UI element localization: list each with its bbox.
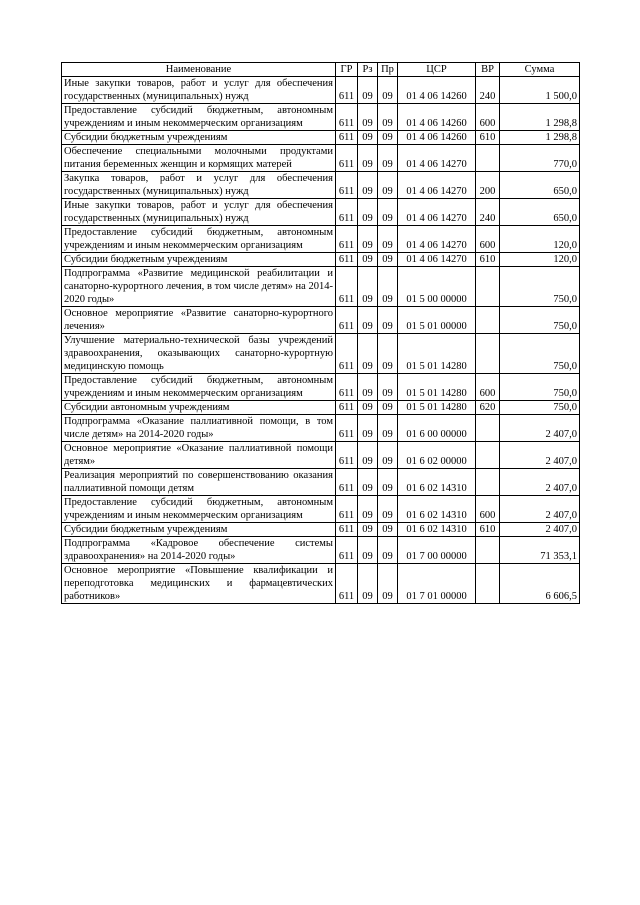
cell-csr: 01 5 01 14280 — [398, 374, 476, 401]
cell-pr: 09 — [378, 131, 398, 145]
header-rz: Рз — [358, 63, 378, 77]
cell-rz: 09 — [358, 145, 378, 172]
cell-pr: 09 — [378, 307, 398, 334]
cell-sum: 71 353,1 — [500, 537, 580, 564]
cell-gr: 611 — [336, 77, 358, 104]
cell-sum: 650,0 — [500, 199, 580, 226]
cell-sum: 1 298,8 — [500, 104, 580, 131]
cell-rz: 09 — [358, 334, 378, 374]
cell-sum: 770,0 — [500, 145, 580, 172]
table-row — [62, 523, 580, 537]
cell-rz: 09 — [358, 104, 378, 131]
cell-rz: 09 — [358, 253, 378, 267]
cell-vr — [476, 334, 500, 374]
table-row — [62, 307, 580, 334]
cell-rz: 09 — [358, 537, 378, 564]
cell-rz: 09 — [358, 226, 378, 253]
cell-gr: 611 — [336, 442, 358, 469]
cell-vr: 610 — [476, 131, 500, 145]
cell-gr: 611 — [336, 253, 358, 267]
cell-gr: 611 — [336, 469, 358, 496]
cell-rz: 09 — [358, 523, 378, 537]
cell-vr — [476, 564, 500, 604]
cell-name: Улучшение материально-технической базы учреждений здравоохранения, оказывающих санаторно-курортную медицинскую помощь — [62, 334, 336, 374]
cell-rz: 09 — [358, 172, 378, 199]
cell-csr: 01 6 02 14310 — [398, 469, 476, 496]
cell-sum: 6 606,5 — [500, 564, 580, 604]
cell-csr: 01 4 06 14260 — [398, 77, 476, 104]
header-csr: ЦСР — [398, 63, 476, 77]
cell-csr: 01 4 06 14270 — [398, 199, 476, 226]
cell-pr: 09 — [378, 77, 398, 104]
cell-csr: 01 6 00 00000 — [398, 415, 476, 442]
cell-name: Основное мероприятие «Повышение квалификации и переподготовка медицинских и фармацевтических работников» — [62, 564, 336, 604]
cell-csr: 01 6 02 00000 — [398, 442, 476, 469]
cell-vr: 600 — [476, 226, 500, 253]
cell-pr: 09 — [378, 496, 398, 523]
cell-name: Предоставление субсидий бюджетным, автономным учреждениям и иным некоммерческим организациям — [62, 104, 336, 131]
cell-gr: 611 — [336, 267, 358, 307]
table-row — [62, 77, 580, 104]
table-header-row — [62, 63, 580, 77]
cell-pr: 09 — [378, 374, 398, 401]
table-row — [62, 199, 580, 226]
table-row — [62, 401, 580, 415]
cell-name: Предоставление субсидий бюджетным, автономным учреждениям и иным некоммерческим организациям — [62, 226, 336, 253]
cell-pr: 09 — [378, 334, 398, 374]
cell-sum: 2 407,0 — [500, 415, 580, 442]
table-row — [62, 496, 580, 523]
cell-pr: 09 — [378, 564, 398, 604]
table-row — [62, 253, 580, 267]
cell-gr: 611 — [336, 523, 358, 537]
cell-rz: 09 — [358, 469, 378, 496]
cell-gr: 611 — [336, 415, 358, 442]
cell-csr: 01 4 06 14260 — [398, 104, 476, 131]
cell-vr: 600 — [476, 374, 500, 401]
cell-csr: 01 4 06 14270 — [398, 145, 476, 172]
table-row — [62, 172, 580, 199]
cell-name: Закупка товаров, работ и услуг для обеспечения государственных (муниципальных) нужд — [62, 172, 336, 199]
cell-pr: 09 — [378, 523, 398, 537]
cell-gr: 611 — [336, 226, 358, 253]
header-gr: ГР — [336, 63, 358, 77]
cell-name: Субсидии бюджетным учреждениям — [62, 523, 336, 537]
cell-csr: 01 4 06 14260 — [398, 131, 476, 145]
cell-csr: 01 7 00 00000 — [398, 537, 476, 564]
cell-csr: 01 4 06 14270 — [398, 226, 476, 253]
cell-gr: 611 — [336, 131, 358, 145]
cell-vr — [476, 415, 500, 442]
cell-vr — [476, 267, 500, 307]
cell-rz: 09 — [358, 401, 378, 415]
cell-rz: 09 — [358, 374, 378, 401]
cell-sum: 120,0 — [500, 253, 580, 267]
table-row — [62, 104, 580, 131]
cell-csr: 01 5 01 00000 — [398, 307, 476, 334]
cell-sum: 2 407,0 — [500, 496, 580, 523]
table-row — [62, 537, 580, 564]
cell-csr: 01 6 02 14310 — [398, 496, 476, 523]
cell-rz: 09 — [358, 307, 378, 334]
cell-name: Субсидии бюджетным учреждениям — [62, 253, 336, 267]
cell-pr: 09 — [378, 442, 398, 469]
cell-rz: 09 — [358, 199, 378, 226]
cell-vr: 600 — [476, 496, 500, 523]
cell-rz: 09 — [358, 564, 378, 604]
cell-sum: 750,0 — [500, 267, 580, 307]
cell-sum: 750,0 — [500, 307, 580, 334]
cell-gr: 611 — [336, 496, 358, 523]
cell-pr: 09 — [378, 469, 398, 496]
cell-name: Обеспечение специальными молочными продуктами питания беременных женщин и кормящих матерей — [62, 145, 336, 172]
table-row — [62, 267, 580, 307]
cell-pr: 09 — [378, 537, 398, 564]
table-body — [62, 77, 580, 604]
cell-name: Субсидии бюджетным учреждениям — [62, 131, 336, 145]
cell-vr: 610 — [476, 523, 500, 537]
cell-sum: 750,0 — [500, 334, 580, 374]
cell-gr: 611 — [336, 537, 358, 564]
header-sum: Сумма — [500, 63, 580, 77]
cell-sum: 750,0 — [500, 401, 580, 415]
cell-rz: 09 — [358, 77, 378, 104]
cell-name: Предоставление субсидий бюджетным, автономным учреждениям и иным некоммерческим организациям — [62, 374, 336, 401]
table-row — [62, 145, 580, 172]
cell-name: Иные закупки товаров, работ и услуг для обеспечения государственных (муниципальных) нужд — [62, 77, 336, 104]
cell-gr: 611 — [336, 172, 358, 199]
cell-sum: 650,0 — [500, 172, 580, 199]
table-row — [62, 415, 580, 442]
table-row — [62, 469, 580, 496]
cell-sum: 750,0 — [500, 374, 580, 401]
cell-csr: 01 5 01 14280 — [398, 334, 476, 374]
cell-name: Подпрограмма «Оказание паллиативной помощи, в том числе детям» на 2014-2020 годы» — [62, 415, 336, 442]
cell-gr: 611 — [336, 199, 358, 226]
cell-vr: 600 — [476, 104, 500, 131]
cell-gr: 611 — [336, 564, 358, 604]
table-row — [62, 564, 580, 604]
header-name: Наименование — [62, 63, 336, 77]
cell-pr: 09 — [378, 415, 398, 442]
cell-sum: 120,0 — [500, 226, 580, 253]
cell-vr — [476, 442, 500, 469]
cell-name: Реализация мероприятий по совершенствованию оказания паллиативной помощи детям — [62, 469, 336, 496]
cell-vr — [476, 145, 500, 172]
header-vr: ВР — [476, 63, 500, 77]
cell-pr: 09 — [378, 145, 398, 172]
cell-vr: 240 — [476, 77, 500, 104]
cell-sum: 1 500,0 — [500, 77, 580, 104]
cell-name: Субсидии автономным учреждениям — [62, 401, 336, 415]
table-row — [62, 334, 580, 374]
cell-name: Подпрограмма «Развитие медицинской реабилитации и санаторно-курортного лечения, в том числе детям» на 2014-2020 годы» — [62, 267, 336, 307]
cell-pr: 09 — [378, 401, 398, 415]
cell-pr: 09 — [378, 172, 398, 199]
cell-vr — [476, 537, 500, 564]
cell-gr: 611 — [336, 104, 358, 131]
cell-gr: 611 — [336, 334, 358, 374]
cell-name: Иные закупки товаров, работ и услуг для обеспечения государственных (муниципальных) нужд — [62, 199, 336, 226]
table-row — [62, 226, 580, 253]
cell-sum: 2 407,0 — [500, 442, 580, 469]
cell-csr: 01 4 06 14270 — [398, 172, 476, 199]
cell-vr: 240 — [476, 199, 500, 226]
cell-gr: 611 — [336, 307, 358, 334]
cell-pr: 09 — [378, 226, 398, 253]
cell-name: Основное мероприятие «Развитие санаторно-курортного лечения» — [62, 307, 336, 334]
cell-rz: 09 — [358, 442, 378, 469]
cell-gr: 611 — [336, 374, 358, 401]
cell-csr: 01 4 06 14270 — [398, 253, 476, 267]
cell-csr: 01 6 02 14310 — [398, 523, 476, 537]
cell-csr: 01 7 01 00000 — [398, 564, 476, 604]
cell-vr — [476, 469, 500, 496]
table-row — [62, 374, 580, 401]
cell-pr: 09 — [378, 253, 398, 267]
cell-name: Подпрограмма «Кадровое обеспечение системы здравоохранения» на 2014-2020 годы» — [62, 537, 336, 564]
cell-csr: 01 5 01 14280 — [398, 401, 476, 415]
table-row — [62, 442, 580, 469]
cell-pr: 09 — [378, 267, 398, 307]
cell-rz: 09 — [358, 267, 378, 307]
cell-vr: 610 — [476, 253, 500, 267]
header-pr: Пр — [378, 63, 398, 77]
cell-gr: 611 — [336, 401, 358, 415]
cell-gr: 611 — [336, 145, 358, 172]
cell-vr: 200 — [476, 172, 500, 199]
cell-rz: 09 — [358, 496, 378, 523]
cell-sum: 2 407,0 — [500, 523, 580, 537]
cell-csr: 01 5 00 00000 — [398, 267, 476, 307]
cell-pr: 09 — [378, 104, 398, 131]
cell-rz: 09 — [358, 131, 378, 145]
budget-table — [61, 62, 580, 604]
cell-rz: 09 — [358, 415, 378, 442]
cell-name: Предоставление субсидий бюджетным, автономным учреждениям и иным некоммерческим организациям — [62, 496, 336, 523]
cell-sum: 2 407,0 — [500, 469, 580, 496]
table-row — [62, 131, 580, 145]
cell-vr: 620 — [476, 401, 500, 415]
cell-sum: 1 298,8 — [500, 131, 580, 145]
cell-pr: 09 — [378, 199, 398, 226]
cell-name: Основное мероприятие «Оказание паллиативной помощи детям» — [62, 442, 336, 469]
cell-vr — [476, 307, 500, 334]
